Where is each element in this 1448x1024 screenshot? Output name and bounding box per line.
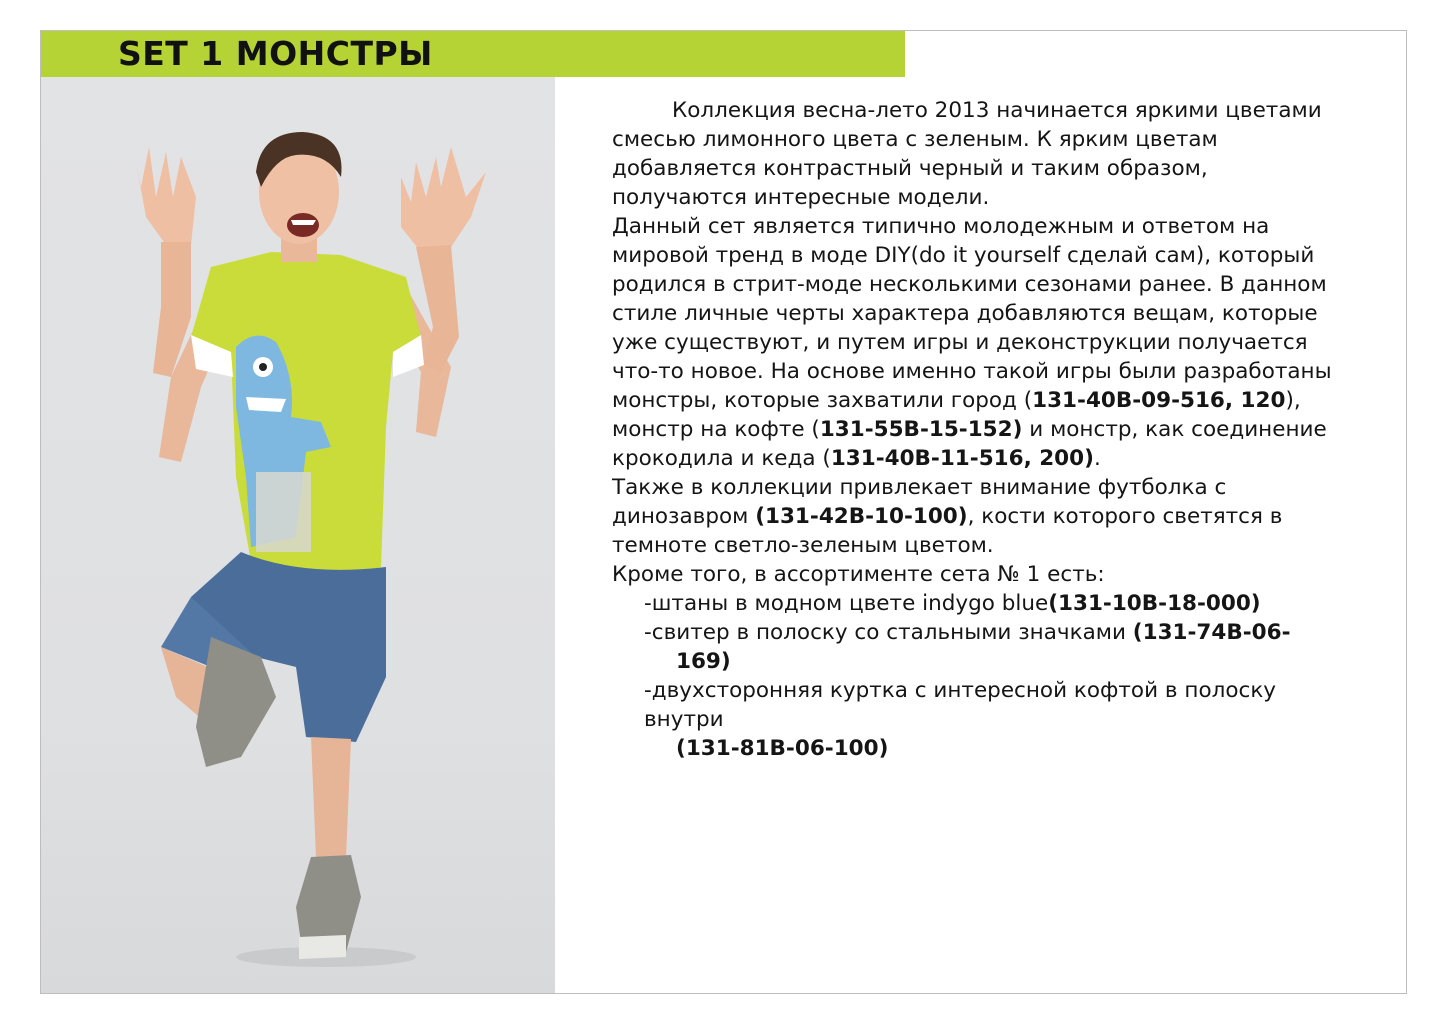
article-code: (131-42B-10-100) xyxy=(755,504,968,529)
item-text: -свитер в полоску со стальными значками xyxy=(644,620,1133,645)
text-segment: Также в коллекции привлекает внимание футболка с динозавром xyxy=(612,475,1227,529)
paragraph-intro: Коллекция весна-лето 2013 начинается яркими цветами смесью лимонного цвета с зеленым. К ярким цветам добавляется контрастный черный и таким образом, получаются интересные модели. xyxy=(612,98,1322,210)
article-code: 169) xyxy=(676,649,731,674)
paragraph-dinosaur xyxy=(612,473,1347,560)
article-code: (131-10B-18-000) xyxy=(1048,591,1261,616)
text-segment: . xyxy=(1093,446,1101,471)
article-code: (131-74B-06- xyxy=(1132,620,1291,645)
list-item xyxy=(612,676,1347,763)
list-item xyxy=(612,589,1347,618)
boy-in-monster-tshirt-photo xyxy=(41,77,555,993)
article-code: 131-40B-09-516, 120 xyxy=(1032,388,1286,413)
description-text xyxy=(612,96,1347,763)
item-text: -двухсторонняя куртка с интересной кофтой в полоску внутри xyxy=(644,678,1277,732)
article-code: 131-40B-11-516, 200) xyxy=(830,446,1094,471)
paragraph-diy xyxy=(612,212,1347,473)
page-title: SET 1 МОНСТРЫ xyxy=(118,34,433,73)
text-segment: и монстр, как соединение крокодила и кеда ( xyxy=(612,417,1327,471)
article-code: 131-55B-15-152) xyxy=(819,417,1023,442)
text-segment: Данный сет является типично молодежным и ответом на мировой тренд в моде DIY(do it yourself сделай сам), который родился в стрит-моде несколькими сезонами ранее. В данном стиле личные черты характера добавляются вещам, которые уже существуют, и путем игры и деконструкции получается что-то новое. На основе именно такой игры были разработаны монстры, которые захватили город ( xyxy=(612,214,1332,413)
list-item xyxy=(612,618,1347,676)
item-text: -штаны в модном цвете indygo blue xyxy=(644,591,1049,616)
text-segment: ), монстр на кофте ( xyxy=(612,388,1301,442)
paragraph-assortment: Кроме того, в ассортименте сета № 1 есть: xyxy=(612,562,1105,587)
text-segment: , кости которого светятся в темноте светло-зеленым цветом. xyxy=(612,504,1283,558)
article-code: (131-81B-06-100) xyxy=(676,736,889,761)
